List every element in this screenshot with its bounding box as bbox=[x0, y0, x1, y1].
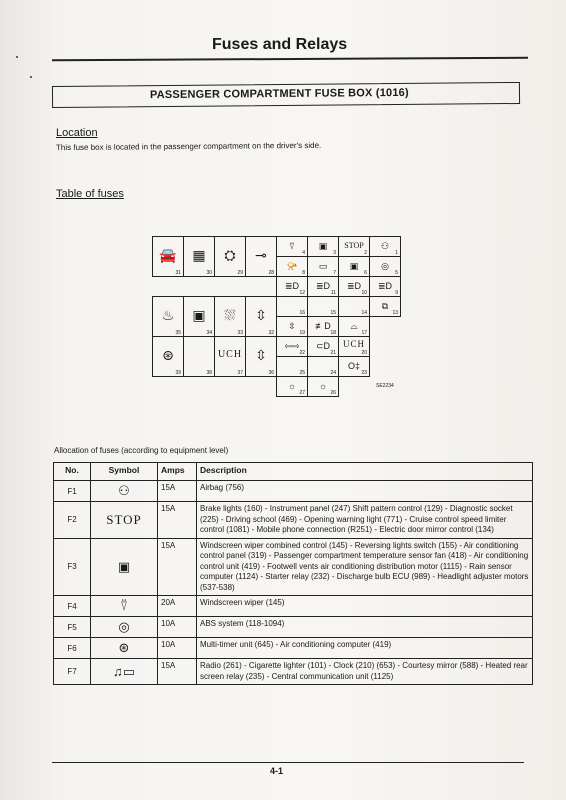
table-row bbox=[54, 638, 533, 659]
updown-arrows-icon: ⇳ bbox=[255, 347, 267, 363]
headlight-beam-icon: ≣D bbox=[346, 281, 362, 291]
fuse-slot-32 bbox=[245, 296, 277, 337]
fuse-slot-28 bbox=[245, 236, 277, 277]
fuse-slot-18 bbox=[307, 316, 339, 337]
fuse-slot-11 bbox=[307, 276, 339, 297]
fuse-slot-number: 23 bbox=[361, 370, 367, 376]
fuse-slot-39 bbox=[152, 336, 184, 377]
fuse-slot-22 bbox=[276, 336, 308, 357]
fuse-slot-16 bbox=[276, 296, 308, 317]
fan-icon: ▣ bbox=[349, 261, 359, 271]
fuse-slot-number: 6 bbox=[364, 270, 367, 276]
column-header-description: Description bbox=[197, 463, 533, 481]
table-row bbox=[54, 538, 533, 596]
updown-arrows-icon: ⇳ bbox=[255, 307, 267, 323]
fuse-number: F1 bbox=[54, 481, 91, 502]
interior-light-icon: ⛭ bbox=[224, 247, 236, 263]
column-header-symbol: Symbol bbox=[91, 463, 158, 481]
fuse-slot-number: 31 bbox=[175, 270, 181, 276]
fuse-slot-15 bbox=[307, 296, 339, 317]
fuse-slot-number: 27 bbox=[299, 390, 305, 396]
fuse-amps: 15A bbox=[158, 659, 197, 685]
headlight-icon: ≣D bbox=[284, 281, 300, 291]
fuse-slot-number: 15 bbox=[330, 310, 336, 316]
page-number: 4-1 bbox=[270, 766, 284, 776]
steering-wheel-icon: ⊛ bbox=[118, 640, 130, 655]
fuse-slot-number: 19 bbox=[299, 330, 305, 336]
symbol-cell bbox=[91, 659, 158, 685]
airbag-icon: ⚇ bbox=[118, 483, 130, 498]
fuse-slot-27 bbox=[276, 376, 308, 397]
fuse-slot-3 bbox=[307, 236, 339, 257]
heated-mirror-icon: ⌓ bbox=[350, 321, 358, 331]
fuse-slot-number: 1 bbox=[395, 250, 398, 256]
footer-rule bbox=[52, 762, 524, 763]
fuse-slot-number: 13 bbox=[392, 310, 398, 316]
fuse-slot-number: 8 bbox=[302, 270, 305, 276]
uch-icon: UCH bbox=[342, 339, 365, 349]
fuse-slot-number: 32 bbox=[268, 330, 274, 336]
fuse-slot-25 bbox=[276, 356, 308, 377]
fuse-slot-number: 34 bbox=[206, 330, 212, 336]
front-fog-icon: ≣D bbox=[377, 281, 393, 291]
fuse-slot-number: 25 bbox=[299, 370, 305, 376]
fuse-slot-number: 14 bbox=[361, 310, 367, 316]
fuse-amps: 10A bbox=[158, 617, 197, 638]
column-header-no: No. bbox=[54, 463, 91, 481]
fuse-slot-5 bbox=[369, 256, 401, 277]
fuse-slot-21 bbox=[307, 336, 339, 357]
fuse-slot-4 bbox=[276, 236, 308, 257]
abs-icon: ◎ bbox=[381, 261, 389, 271]
rear-fog-icon: ≢D bbox=[315, 321, 331, 331]
table-row bbox=[54, 596, 533, 617]
horn-icon: 📯 bbox=[286, 261, 298, 271]
fuse-slot-7 bbox=[307, 256, 339, 277]
sun-icon: ☼ bbox=[318, 381, 328, 391]
uch-icon: UCH bbox=[217, 349, 243, 360]
fan-icon: ▣ bbox=[318, 241, 328, 251]
fuse-description: Radio (261) - Cigarette lighter (101) - Clock (210) (653) - Courtesy mirror (588) - Heated rear screen relay (235) - Central communication unit (1125) bbox=[197, 659, 533, 685]
fuse-slot-number: 7 bbox=[333, 270, 336, 276]
fan-icon: ▣ bbox=[192, 307, 206, 323]
fuse-slot-19 bbox=[276, 316, 308, 337]
fuse-slot-number: 38 bbox=[206, 370, 212, 376]
fuse-slot-2 bbox=[338, 236, 370, 257]
wiper-icon: ⍢ bbox=[289, 241, 295, 251]
fuse-number: F7 bbox=[54, 659, 91, 685]
diagram-code: SE2234 bbox=[376, 383, 394, 389]
fuse-slot-35 bbox=[152, 296, 184, 337]
fuse-description: ABS system (118-1094) bbox=[197, 617, 533, 638]
symbol-cell bbox=[91, 538, 158, 596]
fuse-description: Windscreen wiper (145) bbox=[197, 596, 533, 617]
fuse-slot-12 bbox=[276, 276, 308, 297]
title-rule bbox=[52, 57, 528, 61]
speck bbox=[30, 76, 32, 78]
fuse-slot-36 bbox=[245, 336, 277, 377]
car-top-icon: 🚘 bbox=[159, 247, 177, 263]
fuse-number: F6 bbox=[54, 638, 91, 659]
fuse-slot-number: 10 bbox=[361, 290, 367, 296]
fuse-description: Windscreen wiper combined control (145) - Reversing lights switch (155) - Air conditioning control panel (319) - Passenger compartment temperature sensor fan (418) - Air conditioning control unit (419) - Footwell vents air conditioning distribution motor (1115) - Rain sensor computer (1124) - Starter relay (232) - Discharge bulb ECU (989) - Headlight adjuster motors (537-538) bbox=[197, 538, 533, 596]
fuse-slot-26 bbox=[307, 376, 339, 397]
fuse-slot-33 bbox=[214, 296, 246, 337]
steering-wheel-icon: ⊛ bbox=[162, 347, 174, 363]
symbol-cell bbox=[91, 617, 158, 638]
fuse-slot-number: 17 bbox=[361, 330, 367, 336]
symbol-cell bbox=[91, 596, 158, 617]
fuse-slot-number: 3 bbox=[333, 250, 336, 256]
mirror-icon: ⧉ bbox=[381, 301, 389, 311]
fuse-slot-number: 21 bbox=[330, 350, 336, 356]
fuse-slot-number: 35 bbox=[175, 330, 181, 336]
fuse-slot-14 bbox=[338, 296, 370, 317]
fuse-slot-number: 5 bbox=[395, 270, 398, 276]
fuse-slot-number: 30 bbox=[206, 270, 212, 276]
parking-light-icon: O‡ bbox=[347, 361, 360, 371]
sun-icon: ☼ bbox=[287, 381, 297, 391]
fuse-slot-13 bbox=[369, 296, 401, 317]
allocation-heading: Allocation of fuses (according to equipment level) bbox=[54, 446, 229, 455]
sidelight-icon: ⊂D bbox=[315, 341, 331, 351]
fuse-slot-number: 28 bbox=[268, 270, 274, 276]
fuse-slot-24 bbox=[307, 356, 339, 377]
fuse-slot-38 bbox=[183, 336, 215, 377]
fuse-slot-number: 22 bbox=[299, 350, 305, 356]
fuse-description: Airbag (756) bbox=[197, 481, 533, 502]
fuse-slot-number: 39 bbox=[175, 370, 181, 376]
table-of-fuses-heading: Table of fuses bbox=[56, 188, 124, 200]
radio-icon: ▭ bbox=[318, 261, 328, 271]
seat-heater-icon: ⛆ bbox=[224, 307, 236, 323]
symbol-cell bbox=[91, 481, 158, 502]
speck bbox=[16, 56, 18, 58]
fuse-slot-30 bbox=[183, 236, 215, 277]
table-row bbox=[54, 617, 533, 638]
fuse-slot-20 bbox=[338, 336, 370, 357]
abs-icon: ◎ bbox=[118, 619, 130, 634]
fuse-slot-1 bbox=[369, 236, 401, 257]
symbol-cell bbox=[91, 638, 158, 659]
updown-arrows-icon: ⇳ bbox=[288, 321, 296, 331]
fuse-slot-number: 12 bbox=[299, 290, 305, 296]
fuse-amps: 15A bbox=[158, 502, 197, 539]
table-header-row bbox=[54, 463, 533, 481]
fuse-slot-number: 16 bbox=[299, 310, 305, 316]
fuse-slot-number: 26 bbox=[330, 390, 336, 396]
fuse-slot-23 bbox=[338, 356, 370, 377]
fuse-amps: 20A bbox=[158, 596, 197, 617]
fuse-slot-6 bbox=[338, 256, 370, 277]
stop-icon: STOP bbox=[344, 241, 364, 250]
airbag-icon: ⚇ bbox=[380, 241, 390, 251]
location-text: This fuse box is located in the passenger compartment on the driver's side. bbox=[55, 140, 322, 153]
fuse-slot-37 bbox=[214, 336, 246, 377]
fuse-slot-34 bbox=[183, 296, 215, 337]
table-row bbox=[54, 481, 533, 502]
section-title: PASSENGER COMPARTMENT FUSE BOX (1016) bbox=[149, 86, 409, 102]
wiper-icon: ⍢ bbox=[120, 598, 128, 613]
location-heading: Location bbox=[56, 127, 98, 139]
heated-seat-icon: ♨ bbox=[161, 307, 175, 323]
fuse-description: Multi-timer unit (645) - Air conditioning computer (419) bbox=[197, 638, 533, 659]
fuse-slot-10 bbox=[338, 276, 370, 297]
table-row bbox=[54, 659, 533, 685]
fuse-number: F2 bbox=[54, 502, 91, 539]
fuse-slot-29 bbox=[214, 236, 246, 277]
fuse-slot-17 bbox=[338, 316, 370, 337]
column-header-amps: Amps bbox=[158, 463, 197, 481]
fuse-slot-number: 33 bbox=[237, 330, 243, 336]
fuse-number: F5 bbox=[54, 617, 91, 638]
fuse-slot-number: 29 bbox=[237, 270, 243, 276]
fuse-number: F3 bbox=[54, 538, 91, 596]
fuse-slot-number: 4 bbox=[302, 250, 305, 256]
symbol-cell bbox=[91, 502, 158, 539]
page-title: Fuses and Relays bbox=[212, 36, 348, 53]
fuse-description: Brake lights (160) - Instrument panel (247) Shift pattern control (129) - Diagnostic socket (225) - Driving school (469) - Opening warning light (771) - Cruise control speed limiter control (1081) - Mobile phone connection (R251) - Electric door mirror control (134) bbox=[197, 502, 533, 539]
fuse-slot-number: 9 bbox=[395, 290, 398, 296]
indicators-icon: ⇦⇨ bbox=[284, 341, 300, 351]
fuse-slot-number: 24 bbox=[330, 370, 336, 376]
radio-icon: ♫▭ bbox=[112, 663, 136, 679]
fuse-amps: 15A bbox=[158, 538, 197, 596]
fuse-slot-number: 36 bbox=[268, 370, 274, 376]
fuse-slot-31 bbox=[152, 236, 184, 277]
fuse-slot-number: 18 bbox=[330, 330, 336, 336]
fuse-slot-number: 37 bbox=[237, 370, 243, 376]
key-icon: ⊸ bbox=[255, 247, 267, 263]
fuse-slot-9 bbox=[369, 276, 401, 297]
fuse-slot-number: 11 bbox=[330, 290, 336, 296]
heated-rear-window-icon: ▦ bbox=[192, 247, 206, 263]
fuse-slot-8 bbox=[276, 256, 308, 277]
fuse-allocation-table bbox=[53, 462, 533, 685]
headlight-low-icon: ≣D bbox=[315, 281, 331, 291]
fuse-number: F4 bbox=[54, 596, 91, 617]
stop-icon: STOP bbox=[106, 511, 142, 527]
table-row bbox=[54, 502, 533, 539]
fuse-amps: 10A bbox=[158, 638, 197, 659]
fuse-slot-number: 20 bbox=[361, 350, 367, 356]
fan-icon: ▣ bbox=[117, 558, 131, 574]
fuse-amps: 15A bbox=[158, 481, 197, 502]
fuse-slot-number: 2 bbox=[364, 250, 367, 256]
